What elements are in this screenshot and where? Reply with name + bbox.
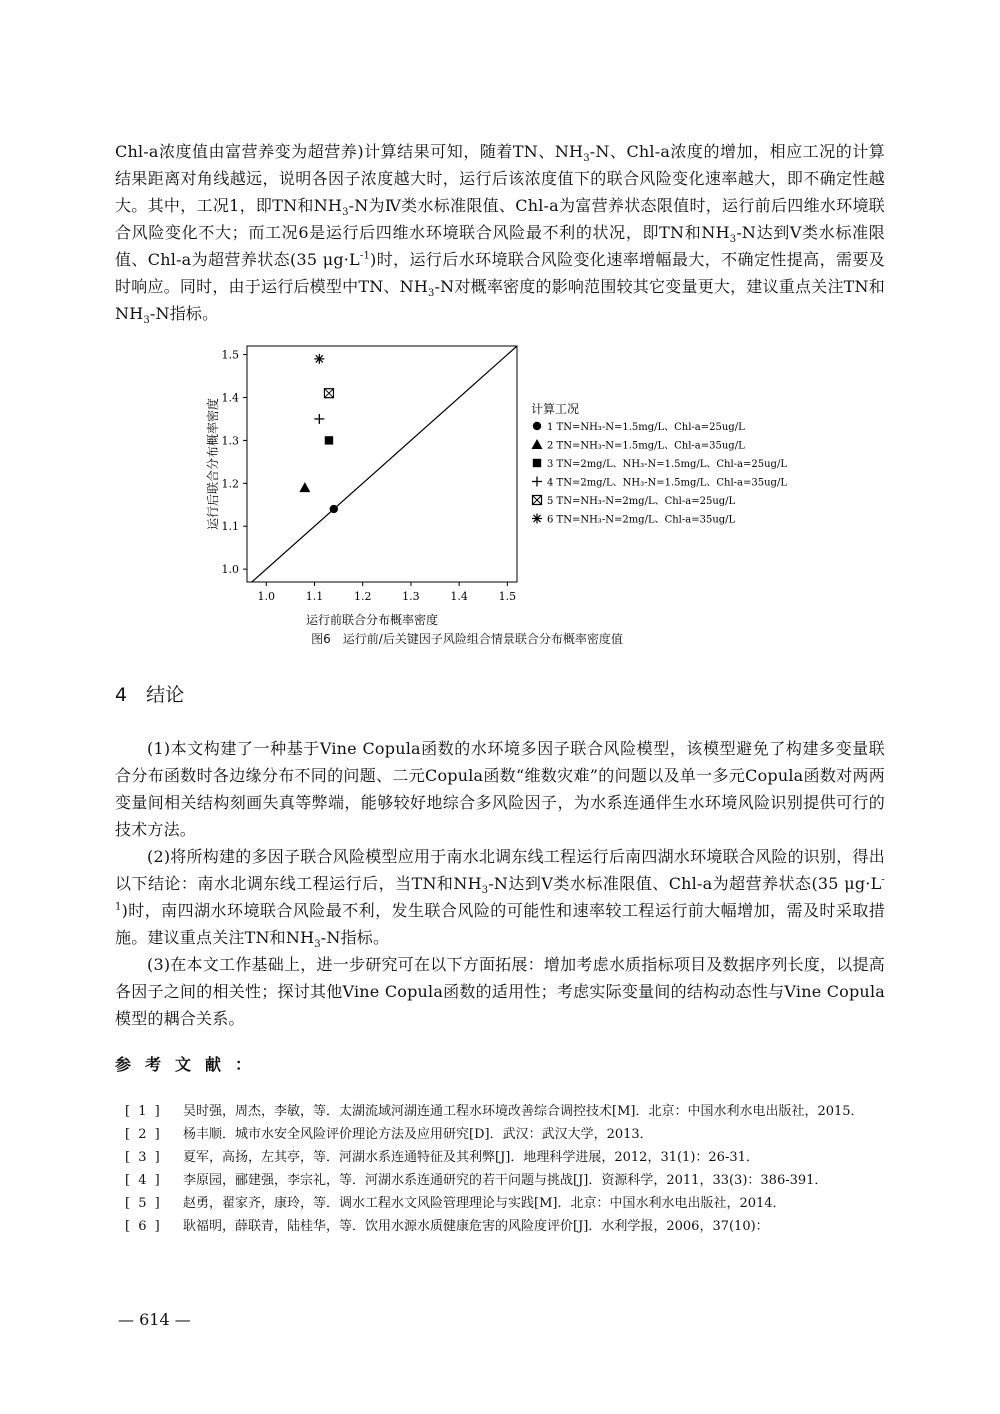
legend-marker-3: [533, 459, 541, 467]
x-tick-label: 1.0: [257, 590, 276, 603]
reference-number: [ 2 ]: [125, 1127, 162, 1142]
x-tick-label: 1.2: [353, 590, 372, 603]
legend-marker-5: [533, 496, 542, 505]
conclusion-paragraph-2: (2)将所构建的多因子联合风险模型应用于南水北调东线工程运行后南四湖水环境联合风险的识别，得出以下结论：南水北调东线工程运行后，当TN和$NH_3-N$达到Ⅴ类水标准限值、Chl-a为超营养状态(35 $\mu g\cdot L^{-1}$)时，南四湖水环境联合风险最不利，发生联合风险的可能性和速率较工程运行前大幅增加，需及时采取措施。建议重点关注TN和$NH_3-N$指标。: [115, 847, 885, 951]
data-point-3: [325, 436, 333, 444]
body-paragraph: Chl-a浓度值由富营养变为超营养)计算结果可知，随着TN、$NH_3-N$、Chl-a浓度的增加，相应工况的计算结果距离对角线越远，说明各因子浓度越大时，运行后该浓度值下的联合风险变化速率越大，即不确定性越大。其中，工况1，即TN和$NH_3-N$为Ⅳ类水标准限值、Chl-a为富营养状态限值时，运行前后四维水环境联合风险变化不大；而工况6是运行后四维水环境联合风险最不利的状况，即TN和$NH_3-N$达到Ⅴ类水标准限值、Chl-a为超营养状态(35 $\mu g\cdot L^{-1}$)时，运行后水环境联合风险变化速率增幅最大，不确定性提高，需要及时响应。同时，由于运行后模型中TN、$NH_3-N$对概率密度的影响范围较其它变量更大，建议重点关注TN和$NH_3-N$指标。: [115, 142, 886, 327]
reference-number: [ 6 ]: [125, 1219, 162, 1234]
diagonal-line: [252, 346, 517, 582]
reference-text: 耿福明，薛联青，陆桂华，等．饮用水源水质健康危害的风险度评价[J]．水利学报，2006，37(10)：: [183, 1219, 769, 1234]
reference-item: [125, 1215, 885, 1238]
conclusion-paragraph-1: (1)本文构建了一种基于Vine Copula函数的水环境多因子联合风险模型，该模型避免了构建多变量联合分布函数时各边缘分布不同的问题、二元Copula函数“维数灾难”的问题以及单一多元Copula函数对两两变量间相关结构刻画失真等弊端，能够较好地综合多风险因子，为水系连通伴生水环境风险识别提供可行的技术方法。: [115, 739, 885, 839]
legend-item-label: 3 TN=2mg/L、NH₃-N=1.5mg/L、Chl-a=25ug/L: [547, 459, 787, 470]
data-point-1: [330, 505, 338, 513]
reference-text: 夏军，高扬，左其亭，等．河湖水系连通特征及其利弊[J]．地理科学进展，2012，31(1)：26-31．: [183, 1150, 759, 1165]
y-tick-label: 1.2: [221, 477, 239, 491]
y-tick-label: 1.4: [221, 391, 239, 405]
chart-legend: [531, 401, 787, 526]
data-point-2: [299, 482, 310, 492]
figure-caption: 图6 运行前/后关键因子风险组合情景联合分布概率密度值: [311, 632, 623, 646]
legend-item-label: 1 TN=NH₃-N=1.5mg/L、Chl-a=25ug/L: [547, 422, 745, 433]
legend-marker-1: [533, 422, 541, 430]
data-point-6: [314, 354, 324, 364]
reference-number: [ 5 ]: [125, 1196, 162, 1211]
y-tick-label: 1.0: [221, 563, 239, 577]
x-tick-label: 1.3: [402, 590, 420, 603]
y-tick-label: 1.5: [221, 348, 239, 362]
reference-item: [125, 1169, 885, 1192]
reference-number: [ 1 ]: [125, 1104, 162, 1119]
y-axis-label: 运行后联合分布概率密度: [206, 397, 220, 531]
reference-item: [125, 1192, 885, 1215]
reference-text: 赵勇，翟家齐，康玲，等．调水工程水文风险管理理论与实践[M]．北京：中国水利水电出版社，2014．: [183, 1196, 786, 1211]
data-point-5: [324, 389, 333, 398]
x-axis-label: 运行前联合分布概率密度: [305, 613, 439, 627]
reference-item: [125, 1100, 885, 1123]
reference-item: [125, 1123, 885, 1146]
conclusion-paragraph-3: (3)在本文工作基础上，进一步研究可在以下方面拓展：增加考虑水质指标项目及数据序列长度，以提高各因子之间的相关性；探讨其他Vine Copula函数的适用性；考虑实际变量间的结构动态性与Vine Copula模型的耦合关系。: [115, 955, 885, 1028]
data-point-4: [314, 414, 324, 424]
x-tick-label: 1.5: [498, 590, 517, 603]
x-tick-label: 1.1: [305, 590, 324, 603]
reference-text: 李原园，郦建强，李宗礼，等．河湖水系连通研究的若干问题与挑战[J]．资源科学，2011，33(3)：386-391．: [183, 1173, 828, 1188]
legend-marker-2: [532, 439, 543, 449]
legend-item-label: 2 TN=NH₃-N=1.5mg/L、Chl-a=35ug/L: [547, 440, 745, 452]
reference-text: 杨丰顺．城市水安全风险评价理论方法及应用研究[D]．武汉：武汉大学，2013．: [183, 1127, 653, 1142]
legend-item-label: 6 TN=NH₃-N=2mg/L、Chl-a=35ug/L: [547, 514, 736, 526]
reference-number: [ 4 ]: [125, 1173, 162, 1188]
reference-item: [125, 1146, 885, 1169]
legend-item-label: 5 TN=NH₃-N=2mg/L、Chl-a=25ug/L: [547, 496, 736, 507]
legend-marker-6: [532, 514, 542, 524]
scatter-chart: [195, 338, 795, 628]
legend-item-label: 4 TN=2mg/L、NH₃-N=1.5mg/L、Chl-a=35ug/L: [547, 477, 787, 489]
y-tick-label: 1.1: [221, 520, 239, 534]
y-tick-label: 1.3: [221, 434, 239, 448]
reference-list: [125, 1100, 885, 1238]
reference-text: 吴时强，周杰，李敏，等．太湖流域河湖连通工程水环境改善综合调控技术[M]．北京：中国水利水电出版社，2015．: [183, 1104, 864, 1119]
references-heading: 参考文献：: [115, 1055, 266, 1074]
section-heading: 4 结论: [115, 684, 185, 706]
legend-marker-4: [532, 477, 542, 487]
page-number: — 614 —: [118, 1310, 191, 1329]
x-tick-label: 1.4: [450, 590, 468, 603]
reference-number: [ 3 ]: [125, 1150, 162, 1165]
legend-title: 计算工况: [531, 402, 580, 416]
